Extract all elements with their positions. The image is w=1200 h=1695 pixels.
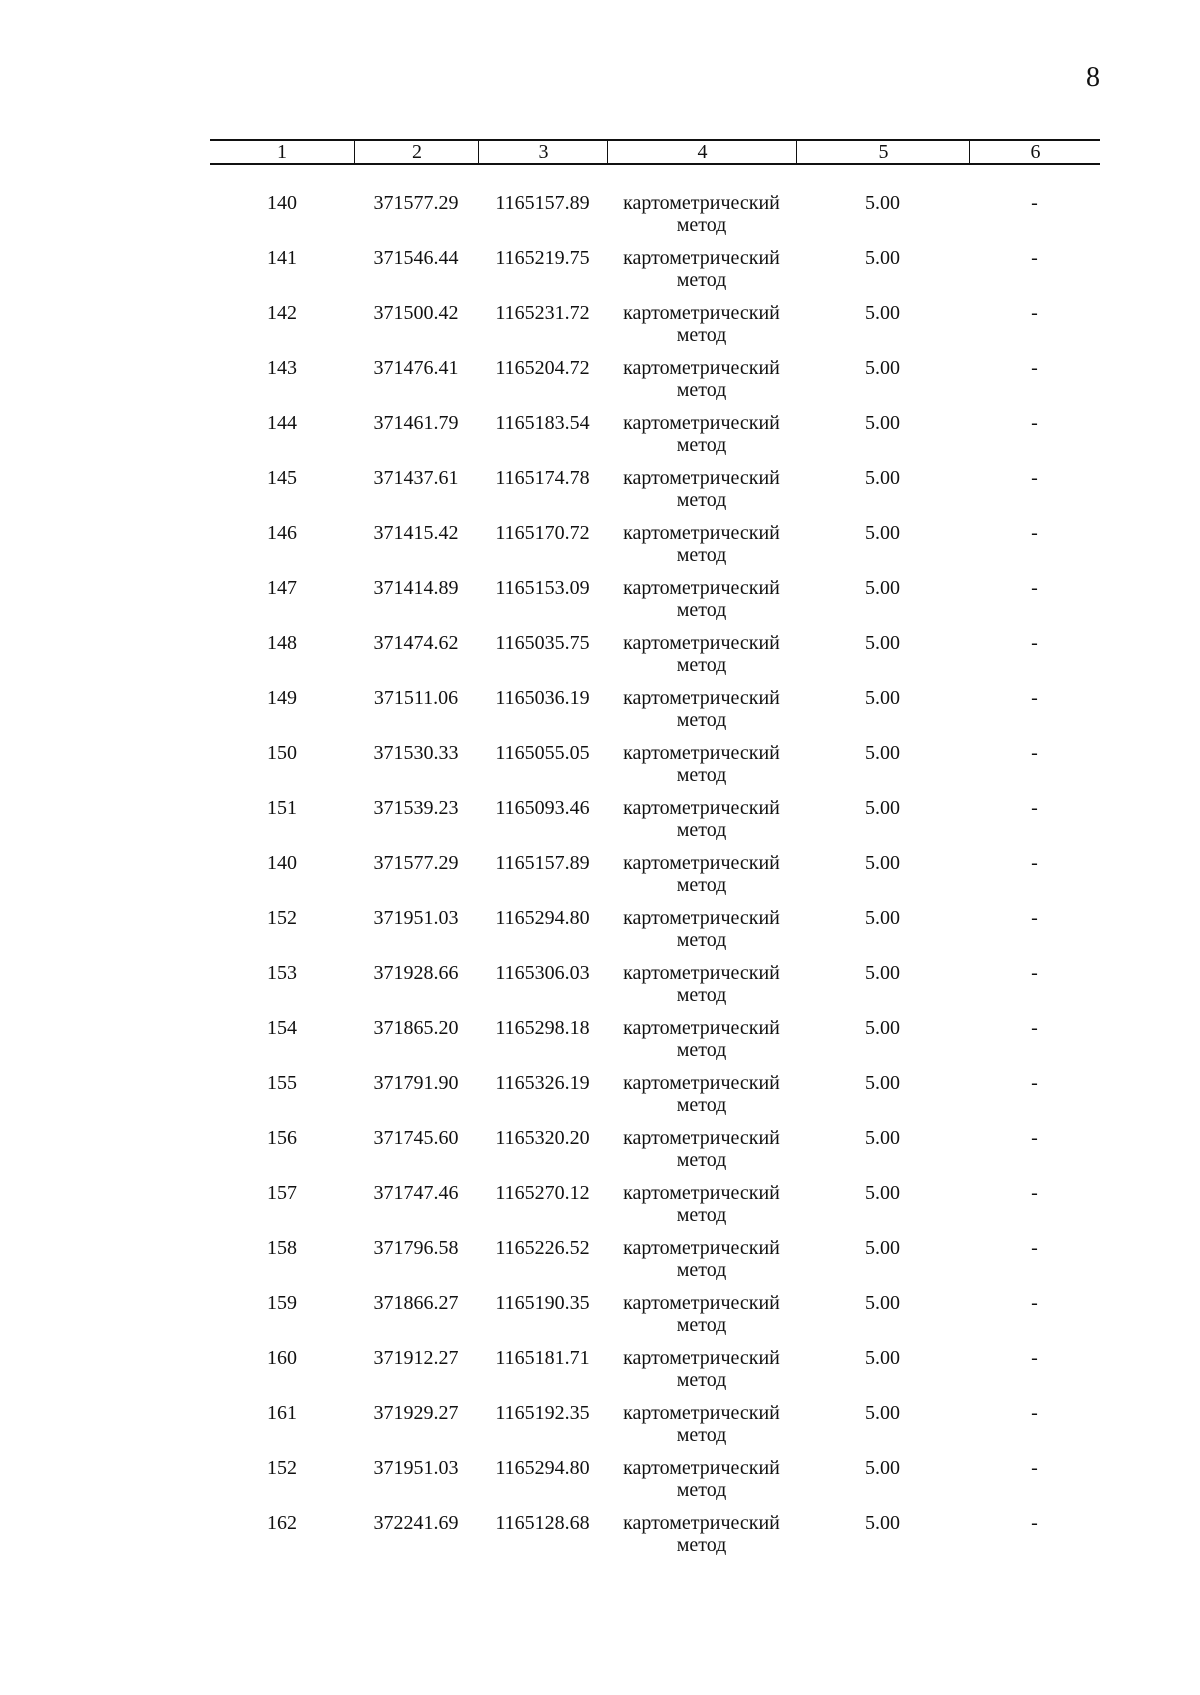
note-cell: - xyxy=(1031,962,1038,984)
x-coordinate-cell: 371577.29 xyxy=(373,852,459,874)
x-coordinate-cell: 371539.23 xyxy=(373,797,459,819)
point-cell: 153 xyxy=(267,962,297,984)
point-cell: 155 xyxy=(267,1072,297,1094)
point-cell: 156 xyxy=(267,1127,297,1149)
accuracy-cell: 5.00 xyxy=(865,962,900,984)
accuracy-cell: 5.00 xyxy=(865,1237,900,1259)
y-coordinate-cell: 1165170.72 xyxy=(495,522,590,544)
x-coordinate-cell: 371929.27 xyxy=(373,1402,459,1424)
method-line-2: метод xyxy=(676,1204,727,1226)
point-cell: 159 xyxy=(267,1292,297,1314)
header-cell-1: 1 xyxy=(277,141,287,163)
point-cell: 154 xyxy=(267,1017,297,1039)
note-cell: - xyxy=(1031,1072,1038,1094)
accuracy-cell: 5.00 xyxy=(865,742,900,764)
y-coordinate-cell: 1165174.78 xyxy=(495,467,590,489)
y-coordinate-cell: 1165226.52 xyxy=(495,1237,590,1259)
accuracy-cell: 5.00 xyxy=(865,1127,900,1149)
method-line-1: картометрический xyxy=(623,632,780,654)
table-row xyxy=(210,742,1100,797)
method-line-2: метод xyxy=(676,599,727,621)
method-line-2: метод xyxy=(676,819,727,841)
method-line-1: картометрический xyxy=(623,1347,780,1369)
x-coordinate-cell: 371747.46 xyxy=(373,1182,459,1204)
method-cell xyxy=(607,192,796,236)
x-coordinate-cell: 371437.61 xyxy=(373,467,459,489)
point-cell: 145 xyxy=(267,467,297,489)
note-cell: - xyxy=(1031,247,1038,269)
note-cell: - xyxy=(1031,192,1038,214)
method-line-1: картометрический xyxy=(623,1457,780,1479)
table-row xyxy=(210,192,1100,247)
method-line-1: картометрический xyxy=(623,907,780,929)
method-line-2: метод xyxy=(676,929,727,951)
y-coordinate-cell: 1165128.68 xyxy=(495,1512,590,1534)
point-cell: 142 xyxy=(267,302,297,324)
accuracy-cell: 5.00 xyxy=(865,412,900,434)
point-cell: 149 xyxy=(267,687,297,709)
method-line-1: картометрический xyxy=(623,1402,780,1424)
x-coordinate-cell: 371414.89 xyxy=(373,577,459,599)
y-coordinate-cell: 1165183.54 xyxy=(495,412,590,434)
table-row xyxy=(210,412,1100,467)
table-row xyxy=(210,1292,1100,1347)
table-body xyxy=(210,192,1100,1567)
method-line-1: картометрический xyxy=(623,1017,780,1039)
method-line-1: картометрический xyxy=(623,742,780,764)
table-row xyxy=(210,1402,1100,1457)
method-cell xyxy=(607,1402,796,1446)
accuracy-cell: 5.00 xyxy=(865,1512,900,1534)
method-line-2: метод xyxy=(676,1094,727,1116)
x-coordinate-cell: 371474.62 xyxy=(373,632,459,654)
x-coordinate-cell: 371415.42 xyxy=(373,522,459,544)
y-coordinate-cell: 1165153.09 xyxy=(495,577,590,599)
point-cell: 143 xyxy=(267,357,297,379)
note-cell: - xyxy=(1031,302,1038,324)
method-line-2: метод xyxy=(676,324,727,346)
table-row xyxy=(210,247,1100,302)
point-cell: 140 xyxy=(267,852,297,874)
note-cell: - xyxy=(1031,412,1038,434)
x-coordinate-cell: 371912.27 xyxy=(373,1347,459,1369)
header-cell-3: 3 xyxy=(478,141,608,163)
point-cell: 140 xyxy=(267,192,297,214)
x-coordinate-cell: 371577.29 xyxy=(373,192,459,214)
method-line-1: картометрический xyxy=(623,192,780,214)
x-coordinate-cell: 372241.69 xyxy=(373,1512,459,1534)
note-cell: - xyxy=(1031,687,1038,709)
note-cell: - xyxy=(1031,1292,1038,1314)
y-coordinate-cell: 1165231.72 xyxy=(495,302,590,324)
y-coordinate-cell: 1165093.46 xyxy=(495,797,590,819)
accuracy-cell: 5.00 xyxy=(865,302,900,324)
y-coordinate-cell: 1165326.19 xyxy=(495,1072,590,1094)
method-cell xyxy=(607,302,796,346)
y-coordinate-cell: 1165157.89 xyxy=(495,852,590,874)
method-cell xyxy=(607,467,796,511)
table-row xyxy=(210,1457,1100,1512)
method-line-2: метод xyxy=(676,1479,727,1501)
accuracy-cell: 5.00 xyxy=(865,1402,900,1424)
table-row xyxy=(210,852,1100,907)
method-cell xyxy=(607,577,796,621)
table-row xyxy=(210,1512,1100,1567)
method-line-2: метод xyxy=(676,1314,727,1336)
table-row xyxy=(210,1182,1100,1237)
method-line-1: картометрический xyxy=(623,852,780,874)
method-line-1: картометрический xyxy=(623,412,780,434)
note-cell: - xyxy=(1031,1182,1038,1204)
method-line-2: метод xyxy=(676,984,727,1006)
method-line-1: картометрический xyxy=(623,1127,780,1149)
method-cell xyxy=(607,742,796,786)
accuracy-cell: 5.00 xyxy=(865,247,900,269)
header-cell-2: 2 xyxy=(354,141,479,163)
method-line-1: картометрический xyxy=(623,1512,780,1534)
method-line-1: картометрический xyxy=(623,1237,780,1259)
method-cell xyxy=(607,412,796,456)
method-line-1: картометрический xyxy=(623,247,780,269)
accuracy-cell: 5.00 xyxy=(865,1017,900,1039)
method-line-2: метод xyxy=(676,1149,727,1171)
note-cell: - xyxy=(1031,1402,1038,1424)
method-line-2: метод xyxy=(676,709,727,731)
table-row xyxy=(210,1017,1100,1072)
point-cell: 150 xyxy=(267,742,297,764)
y-coordinate-cell: 1165035.75 xyxy=(495,632,590,654)
table-row xyxy=(210,632,1100,687)
accuracy-cell: 5.00 xyxy=(865,687,900,709)
method-line-2: метод xyxy=(676,1039,727,1061)
accuracy-cell: 5.00 xyxy=(865,1072,900,1094)
x-coordinate-cell: 371745.60 xyxy=(373,1127,459,1149)
y-coordinate-cell: 1165181.71 xyxy=(495,1347,590,1369)
note-cell: - xyxy=(1031,1127,1038,1149)
note-cell: - xyxy=(1031,357,1038,379)
method-line-2: метод xyxy=(676,1534,727,1556)
page-number: 8 xyxy=(1086,62,1100,93)
method-line-1: картометрический xyxy=(623,357,780,379)
x-coordinate-cell: 371928.66 xyxy=(373,962,459,984)
method-line-2: метод xyxy=(676,874,727,896)
method-cell xyxy=(607,797,796,841)
x-coordinate-cell: 371796.58 xyxy=(373,1237,459,1259)
y-coordinate-cell: 1165219.75 xyxy=(495,247,590,269)
x-coordinate-cell: 371866.27 xyxy=(373,1292,459,1314)
x-coordinate-cell: 371530.33 xyxy=(373,742,459,764)
note-cell: - xyxy=(1031,577,1038,599)
method-cell xyxy=(607,1237,796,1281)
note-cell: - xyxy=(1031,907,1038,929)
x-coordinate-cell: 371865.20 xyxy=(373,1017,459,1039)
method-cell xyxy=(607,852,796,896)
note-cell: - xyxy=(1031,1017,1038,1039)
method-line-2: метод xyxy=(676,214,727,236)
header-cell-4: 4 xyxy=(607,141,797,163)
header-cell-5: 5 xyxy=(796,141,970,163)
method-line-1: картометрический xyxy=(623,687,780,709)
method-cell xyxy=(607,1127,796,1171)
method-line-1: картометрический xyxy=(623,1072,780,1094)
note-cell: - xyxy=(1031,467,1038,489)
method-line-2: метод xyxy=(676,764,727,786)
table-row xyxy=(210,687,1100,742)
point-cell: 144 xyxy=(267,412,297,434)
method-line-2: метод xyxy=(676,379,727,401)
method-line-2: метод xyxy=(676,654,727,676)
method-line-2: метод xyxy=(676,489,727,511)
table-row xyxy=(210,907,1100,962)
accuracy-cell: 5.00 xyxy=(865,852,900,874)
method-line-2: метод xyxy=(676,1369,727,1391)
method-cell xyxy=(607,1017,796,1061)
y-coordinate-cell: 1165204.72 xyxy=(495,357,590,379)
accuracy-cell: 5.00 xyxy=(865,467,900,489)
y-coordinate-cell: 1165298.18 xyxy=(495,1017,590,1039)
y-coordinate-cell: 1165190.35 xyxy=(495,1292,590,1314)
table-row xyxy=(210,962,1100,1017)
method-line-1: картометрический xyxy=(623,467,780,489)
note-cell: - xyxy=(1031,1512,1038,1534)
accuracy-cell: 5.00 xyxy=(865,632,900,654)
method-line-2: метод xyxy=(676,544,727,566)
accuracy-cell: 5.00 xyxy=(865,907,900,929)
method-cell xyxy=(607,632,796,676)
method-line-1: картометрический xyxy=(623,577,780,599)
accuracy-cell: 5.00 xyxy=(865,1457,900,1479)
note-cell: - xyxy=(1031,1347,1038,1369)
method-cell xyxy=(607,1292,796,1336)
method-cell xyxy=(607,522,796,566)
table-row xyxy=(210,1347,1100,1402)
table-row xyxy=(210,522,1100,577)
point-cell: 151 xyxy=(267,797,297,819)
x-coordinate-cell: 371476.41 xyxy=(373,357,459,379)
y-coordinate-cell: 1165055.05 xyxy=(495,742,590,764)
x-coordinate-cell: 371951.03 xyxy=(373,907,459,929)
method-line-1: картометрический xyxy=(623,1292,780,1314)
x-coordinate-cell: 371461.79 xyxy=(373,412,459,434)
point-cell: 147 xyxy=(267,577,297,599)
point-cell: 160 xyxy=(267,1347,297,1369)
method-line-1: картометрический xyxy=(623,797,780,819)
table-row xyxy=(210,302,1100,357)
y-coordinate-cell: 1165270.12 xyxy=(495,1182,590,1204)
x-coordinate-cell: 371546.44 xyxy=(373,247,459,269)
method-line-1: картометрический xyxy=(623,962,780,984)
method-line-1: картометрический xyxy=(623,302,780,324)
y-coordinate-cell: 1165192.35 xyxy=(495,1402,590,1424)
accuracy-cell: 5.00 xyxy=(865,357,900,379)
note-cell: - xyxy=(1031,1457,1038,1479)
y-coordinate-cell: 1165294.80 xyxy=(495,907,590,929)
method-line-2: метод xyxy=(676,434,727,456)
point-cell: 146 xyxy=(267,522,297,544)
method-cell xyxy=(607,1182,796,1226)
method-line-2: метод xyxy=(676,1259,727,1281)
accuracy-cell: 5.00 xyxy=(865,1347,900,1369)
method-cell xyxy=(607,962,796,1006)
note-cell: - xyxy=(1031,632,1038,654)
note-cell: - xyxy=(1031,1237,1038,1259)
point-cell: 152 xyxy=(267,1457,297,1479)
method-cell xyxy=(607,907,796,951)
y-coordinate-cell: 1165036.19 xyxy=(495,687,590,709)
method-cell xyxy=(607,1512,796,1556)
point-cell: 161 xyxy=(267,1402,297,1424)
method-line-2: метод xyxy=(676,269,727,291)
method-cell xyxy=(607,1072,796,1116)
point-cell: 157 xyxy=(267,1182,297,1204)
y-coordinate-cell: 1165306.03 xyxy=(495,962,590,984)
method-cell xyxy=(607,357,796,401)
note-cell: - xyxy=(1031,522,1038,544)
accuracy-cell: 5.00 xyxy=(865,577,900,599)
method-line-1: картометрический xyxy=(623,522,780,544)
accuracy-cell: 5.00 xyxy=(865,192,900,214)
x-coordinate-cell: 371791.90 xyxy=(373,1072,459,1094)
table-row xyxy=(210,1237,1100,1292)
point-cell: 162 xyxy=(267,1512,297,1534)
accuracy-cell: 5.00 xyxy=(865,797,900,819)
method-cell xyxy=(607,1347,796,1391)
method-cell xyxy=(607,1457,796,1501)
accuracy-cell: 5.00 xyxy=(865,1292,900,1314)
table-row xyxy=(210,467,1100,522)
point-cell: 141 xyxy=(267,247,297,269)
method-line-1: картометрический xyxy=(623,1182,780,1204)
point-cell: 148 xyxy=(267,632,297,654)
note-cell: - xyxy=(1031,742,1038,764)
y-coordinate-cell: 1165320.20 xyxy=(495,1127,590,1149)
method-cell xyxy=(607,687,796,731)
accuracy-cell: 5.00 xyxy=(865,1182,900,1204)
table-row xyxy=(210,577,1100,632)
table-row xyxy=(210,797,1100,852)
header-cell-6: 6 xyxy=(969,141,1101,163)
x-coordinate-cell: 371511.06 xyxy=(373,687,459,709)
method-line-2: метод xyxy=(676,1424,727,1446)
table-row xyxy=(210,1127,1100,1182)
note-cell: - xyxy=(1031,852,1038,874)
y-coordinate-cell: 1165294.80 xyxy=(495,1457,590,1479)
y-coordinate-cell: 1165157.89 xyxy=(495,192,590,214)
table-header xyxy=(210,139,1100,165)
table-row xyxy=(210,1072,1100,1127)
accuracy-cell: 5.00 xyxy=(865,522,900,544)
method-cell xyxy=(607,247,796,291)
x-coordinate-cell: 371951.03 xyxy=(373,1457,459,1479)
point-cell: 152 xyxy=(267,907,297,929)
point-cell: 158 xyxy=(267,1237,297,1259)
note-cell: - xyxy=(1031,797,1038,819)
table-row xyxy=(210,357,1100,412)
x-coordinate-cell: 371500.42 xyxy=(373,302,459,324)
